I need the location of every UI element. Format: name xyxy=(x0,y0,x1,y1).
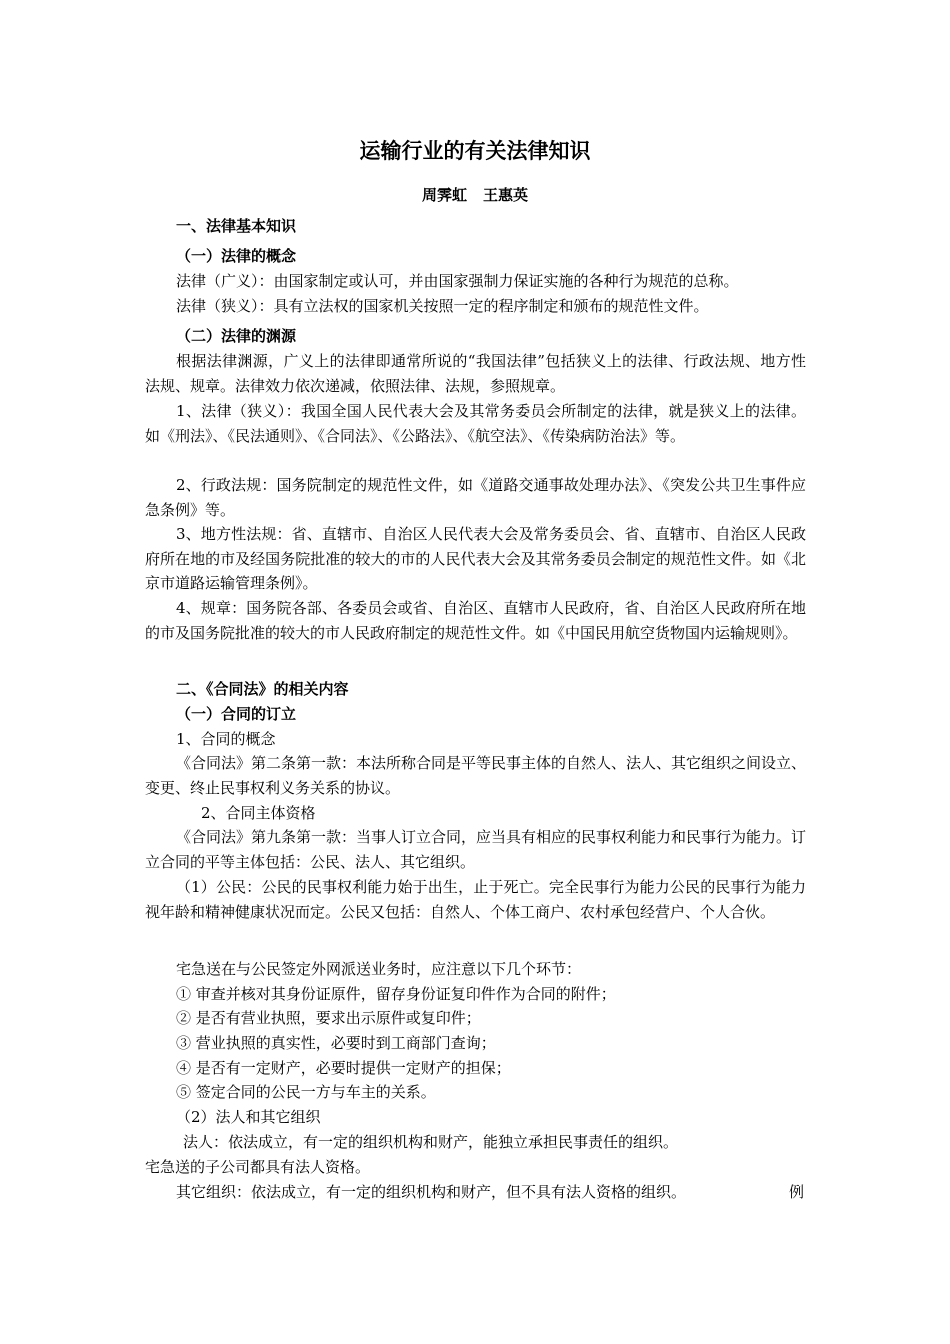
paragraph: 根据法律渊源，广义上的法律即通常所说的“我国法律”包括狭义上的法律、行政法规、地方性法规、规章。法律效力依次递减，依照法律、法规，参照规章。 xyxy=(145,352,806,395)
paragraph-line: 宅急送的子公司都具有法人资格。 xyxy=(145,1158,371,1176)
author-name: 王惠英 xyxy=(483,186,529,204)
paragraph-line: 宅急送在与公民签定外网派送业务时，应注意以下几个环节： xyxy=(176,960,582,978)
list-item: ② 是否有营业执照，要求出示原件或复印件； xyxy=(176,1009,481,1027)
paragraph-line: 1、合同的概念 xyxy=(176,730,276,748)
paragraph-line: 2、合同主体资格 xyxy=(201,804,316,822)
paragraph-line: 法人：依法成立，有一定的组织机构和财产，能独立承担民事责任的组织。 xyxy=(183,1133,679,1151)
list-item: ④ 是否有一定财产，必要时提供一定财产的担保； xyxy=(176,1059,511,1077)
paragraph-line: 法律（狭义）：具有立法权的国家机关按照一定的程序制定和颁布的规范性文件。 xyxy=(176,297,709,315)
list-item: ⑤ 签定合同的公民一方与车主的关系。 xyxy=(176,1083,436,1101)
paragraph: 4、规章：国务院各部、各委员会或省、自治区、直辖市人民政府，省、自治区人民政府所在地的市及国务院批准的较大的市人民政府制定的规范性文件。如《中国民用航空货物国内运输规则》。 xyxy=(145,599,806,642)
subsection-heading: （二）法律的渊源 xyxy=(176,327,297,345)
paragraph-line: （2）法人和其它组织 xyxy=(176,1108,321,1126)
paragraph: 3、地方性法规：省、直辖市、自治区人民代表大会及常务委员会、省、直辖市、自治区人民政府所在地的市及经国务院批准的较大的市的人民代表大会及其常务委员会制定的规范性文件。如《北京市道路运输管理条例》。 xyxy=(145,525,806,593)
list-item: ③ 营业执照的真实性，必要时到工商部门查询； xyxy=(176,1034,496,1052)
section-heading: 二、《合同法》的相关内容 xyxy=(176,680,349,698)
paragraph-line: 法律（广义）：由国家制定或认可，并由国家强制力保证实施的各种行为规范的总称。 xyxy=(176,272,739,290)
author-name: 周霁虹 xyxy=(421,186,467,204)
document-authors xyxy=(0,184,950,206)
section-heading: 一、法律基本知识 xyxy=(176,217,297,235)
paragraph: 2、行政法规：国务院制定的规范性文件，如《道路交通事故处理办法》、《突发公共卫生事件应急条例》等。 xyxy=(145,476,806,519)
paragraph: 1、法律（狭义）：我国全国人民代表大会及其常务委员会所制定的法律，就是狭义上的法律。如《刑法》、《民法通则》、《合同法》、《公路法》、《航空法》、《传染病防治法》等。 xyxy=(145,402,806,445)
paragraph: （1）公民：公民的民事权利能力始于出生，止于死亡。完全民事行为能力公民的民事行为能力视年龄和精神健康状况而定。公民又包括：自然人、个体工商户、农村承包经营户、个人合伙。 xyxy=(145,878,806,921)
paragraph: 《合同法》第九条第一款：当事人订立合同，应当具有相应的民事权利能力和民事行为能力。订立合同的平等主体包括：公民、法人、其它组织。 xyxy=(145,828,807,871)
paragraph: 《合同法》第二条第一款：本法所称合同是平等民事主体的自然人、法人、其它组织之间设立、变更、终止民事权利义务关系的协议。 xyxy=(145,754,807,797)
paragraph-line: 例 xyxy=(789,1183,805,1201)
list-item: ① 审查并核对其身份证原件，留存身份证复印件作为合同的附件； xyxy=(176,985,616,1003)
subsection-heading: （一）合同的订立 xyxy=(176,705,297,723)
subsection-heading: （一）法律的概念 xyxy=(176,247,297,265)
paragraph-line: 其它组织：依法成立，有一定的组织机构和财产，但不具有法人资格的组织。 xyxy=(176,1183,687,1201)
document-title: 运输行业的有关法律知识 xyxy=(359,139,591,163)
